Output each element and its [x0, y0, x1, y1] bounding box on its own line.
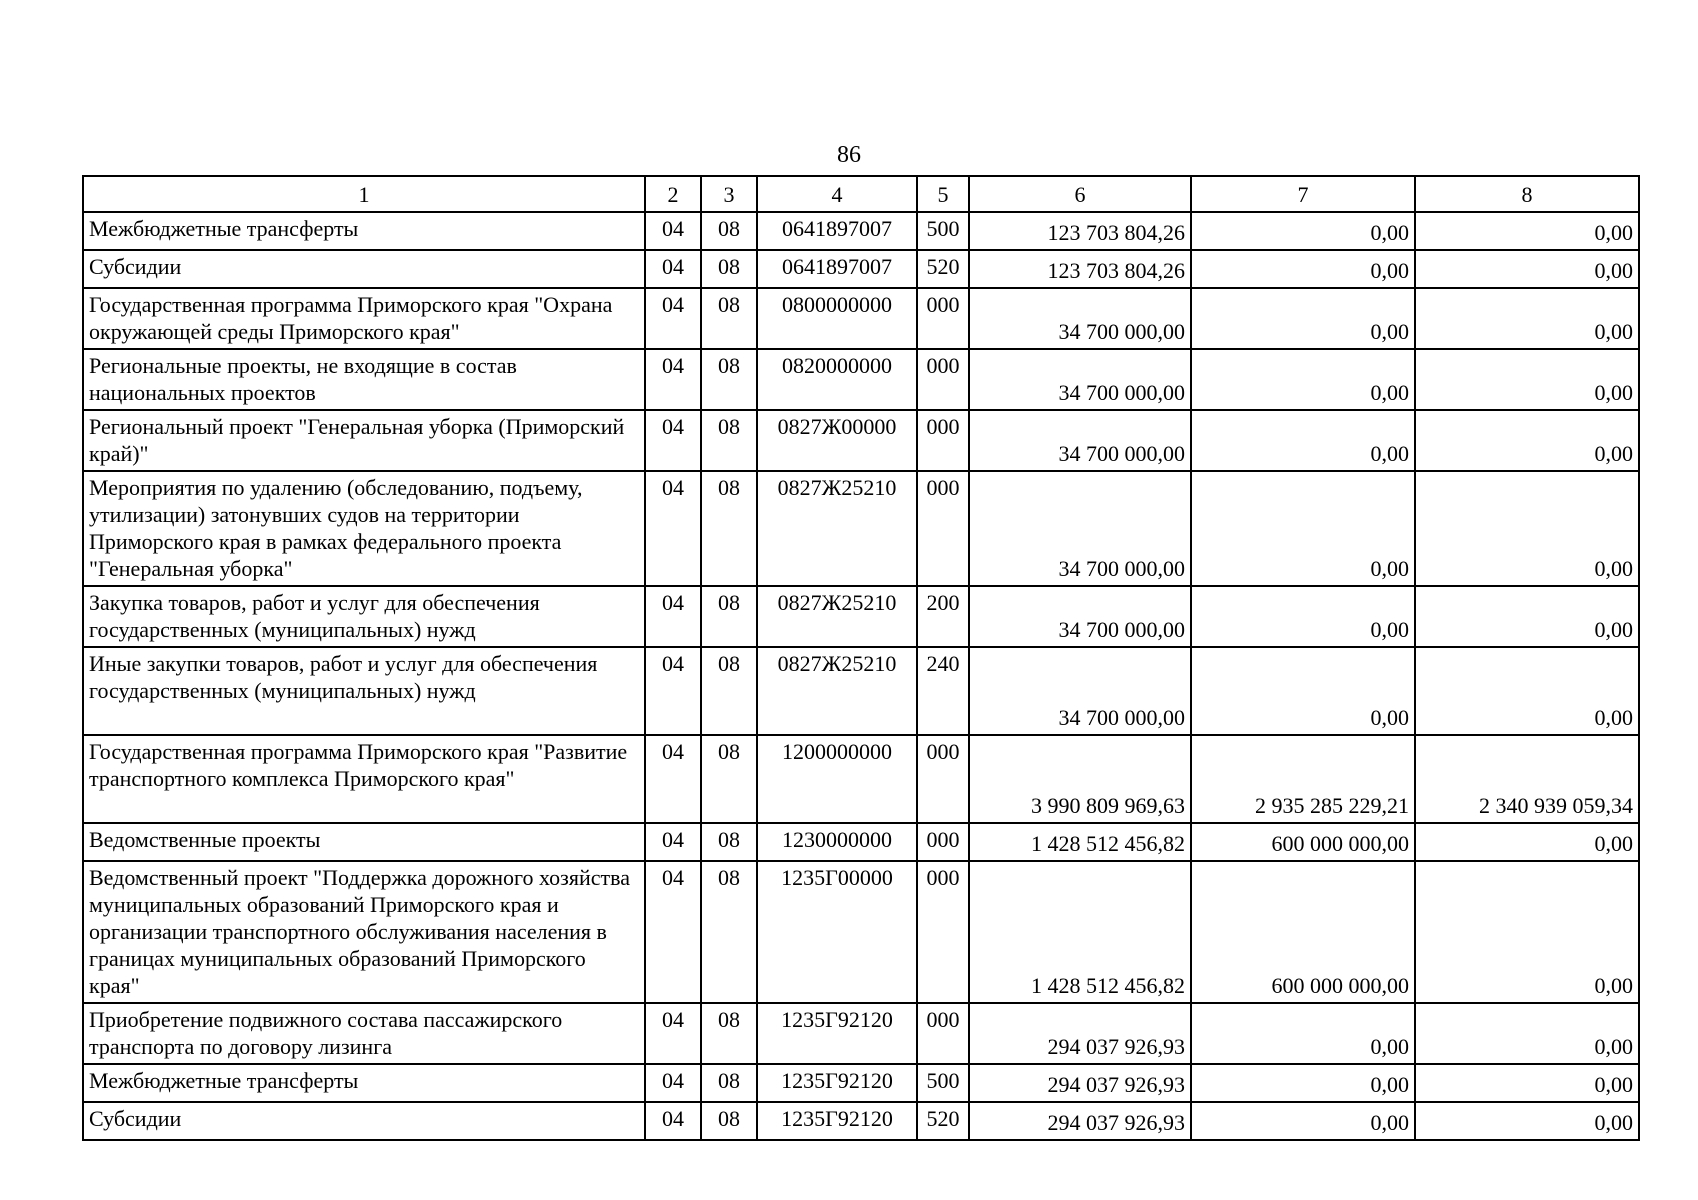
- page-number: 86: [837, 142, 861, 168]
- target-article-code: 0800000000: [757, 288, 917, 349]
- target-article-code: 0641897007: [757, 250, 917, 288]
- amount-col6: 123 703 804,26: [969, 250, 1191, 288]
- column-header: 7: [1191, 176, 1415, 212]
- amount-col6: 294 037 926,93: [969, 1003, 1191, 1064]
- table-row: [83, 861, 1639, 1003]
- expense-type-code: 000: [917, 735, 969, 823]
- row-name: Региональный проект "Генеральная уборка (Приморский край)": [83, 410, 645, 471]
- expense-type-code: 200: [917, 586, 969, 647]
- amount-col8: 0,00: [1415, 349, 1639, 410]
- amount-col6: 34 700 000,00: [969, 349, 1191, 410]
- amount-col6: 34 700 000,00: [969, 410, 1191, 471]
- row-name: Закупка товаров, работ и услуг для обеспечения государственных (муниципальных) нужд: [83, 586, 645, 647]
- table-row: [83, 1064, 1639, 1102]
- section-code: 04: [645, 735, 701, 823]
- table-row: [83, 1102, 1639, 1140]
- amount-col7: 2 935 285 229,21: [1191, 735, 1415, 823]
- subsection-code: 08: [701, 410, 757, 471]
- amount-col8: 0,00: [1415, 1064, 1639, 1102]
- amount-col6: 34 700 000,00: [969, 647, 1191, 735]
- amount-col8: 0,00: [1415, 410, 1639, 471]
- target-article-code: 0827Ж25210: [757, 471, 917, 586]
- amount-col6: 3 990 809 969,63: [969, 735, 1191, 823]
- amount-col8: 0,00: [1415, 288, 1639, 349]
- target-article-code: 0827Ж00000: [757, 410, 917, 471]
- amount-col7: 0,00: [1191, 288, 1415, 349]
- row-name: Межбюджетные трансферты: [83, 1064, 645, 1102]
- section-code: 04: [645, 1003, 701, 1064]
- table-row: [83, 349, 1639, 410]
- amount-col7: 0,00: [1191, 250, 1415, 288]
- amount-col8: 0,00: [1415, 212, 1639, 250]
- expense-type-code: 240: [917, 647, 969, 735]
- subsection-code: 08: [701, 1102, 757, 1140]
- subsection-code: 08: [701, 647, 757, 735]
- table-row: [83, 288, 1639, 349]
- table-row: [83, 823, 1639, 861]
- subsection-code: 08: [701, 212, 757, 250]
- subsection-code: 08: [701, 250, 757, 288]
- section-code: 04: [645, 250, 701, 288]
- expense-type-code: 520: [917, 1102, 969, 1140]
- amount-col8: 0,00: [1415, 823, 1639, 861]
- row-name: Приобретение подвижного состава пассажирского транспорта по договору лизинга: [83, 1003, 645, 1064]
- row-name: Мероприятия по удалению (обследованию, подъему, утилизации) затонувших судов на территории Приморского края в рамках федерального проекта "Генеральная уборка": [83, 471, 645, 586]
- amount-col6: 123 703 804,26: [969, 212, 1191, 250]
- row-name: Ведомственный проект "Поддержка дорожного хозяйства муниципальных образований Приморского края и организации транспортного обслуживания населения в границах муниципальных образований Приморского края": [83, 861, 645, 1003]
- table-row: [83, 1003, 1639, 1064]
- column-header: 3: [701, 176, 757, 212]
- section-code: 04: [645, 861, 701, 1003]
- subsection-code: 08: [701, 349, 757, 410]
- table-row: [83, 586, 1639, 647]
- section-code: 04: [645, 823, 701, 861]
- amount-col7: 0,00: [1191, 586, 1415, 647]
- section-code: 04: [645, 1102, 701, 1140]
- amount-col7: 0,00: [1191, 212, 1415, 250]
- subsection-code: 08: [701, 288, 757, 349]
- subsection-code: 08: [701, 823, 757, 861]
- header-row: [83, 176, 1639, 212]
- target-article-code: 1235Г92120: [757, 1102, 917, 1140]
- amount-col6: 34 700 000,00: [969, 586, 1191, 647]
- amount-col6: 1 428 512 456,82: [969, 861, 1191, 1003]
- section-code: 04: [645, 212, 701, 250]
- table-row: [83, 410, 1639, 471]
- row-name: Государственная программа Приморского края "Развитие транспортного комплекса Приморского края": [83, 735, 645, 823]
- amount-col6: 294 037 926,93: [969, 1102, 1191, 1140]
- section-code: 04: [645, 1064, 701, 1102]
- section-code: 04: [645, 471, 701, 586]
- amount-col7: 0,00: [1191, 471, 1415, 586]
- row-name: Субсидии: [83, 1102, 645, 1140]
- amount-col7: 600 000 000,00: [1191, 823, 1415, 861]
- section-code: 04: [645, 288, 701, 349]
- amount-col8: 0,00: [1415, 1003, 1639, 1064]
- amount-col7: 0,00: [1191, 1003, 1415, 1064]
- expense-type-code: 000: [917, 349, 969, 410]
- column-header: 4: [757, 176, 917, 212]
- budget-table: [82, 175, 1640, 1141]
- expense-type-code: 500: [917, 212, 969, 250]
- table-row: [83, 735, 1639, 823]
- subsection-code: 08: [701, 735, 757, 823]
- subsection-code: 08: [701, 1003, 757, 1064]
- subsection-code: 08: [701, 1064, 757, 1102]
- column-header: 2: [645, 176, 701, 212]
- amount-col6: 1 428 512 456,82: [969, 823, 1191, 861]
- amount-col6: 294 037 926,93: [969, 1064, 1191, 1102]
- target-article-code: 0827Ж25210: [757, 647, 917, 735]
- amount-col7: 0,00: [1191, 410, 1415, 471]
- column-header: 8: [1415, 176, 1639, 212]
- amount-col8: 0,00: [1415, 861, 1639, 1003]
- row-name: Государственная программа Приморского края "Охрана окружающей среды Приморского края": [83, 288, 645, 349]
- amount-col7: 0,00: [1191, 1064, 1415, 1102]
- target-article-code: 0820000000: [757, 349, 917, 410]
- amount-col8: 0,00: [1415, 471, 1639, 586]
- column-header: 5: [917, 176, 969, 212]
- amount-col8: 0,00: [1415, 647, 1639, 735]
- row-name: Субсидии: [83, 250, 645, 288]
- subsection-code: 08: [701, 586, 757, 647]
- expense-type-code: 500: [917, 1064, 969, 1102]
- amount-col8: 0,00: [1415, 586, 1639, 647]
- expense-type-code: 000: [917, 288, 969, 349]
- table-row: [83, 250, 1639, 288]
- table-row: [83, 471, 1639, 586]
- section-code: 04: [645, 586, 701, 647]
- column-header: 1: [83, 176, 645, 212]
- target-article-code: 0827Ж25210: [757, 586, 917, 647]
- amount-col8: 0,00: [1415, 1102, 1639, 1140]
- expense-type-code: 000: [917, 861, 969, 1003]
- target-article-code: 1235Г00000: [757, 861, 917, 1003]
- row-name: Межбюджетные трансферты: [83, 212, 645, 250]
- target-article-code: 1200000000: [757, 735, 917, 823]
- column-header: 6: [969, 176, 1191, 212]
- amount-col8: 0,00: [1415, 250, 1639, 288]
- section-code: 04: [645, 349, 701, 410]
- table-row: [83, 212, 1639, 250]
- expense-type-code: 000: [917, 1003, 969, 1064]
- target-article-code: 1235Г92120: [757, 1064, 917, 1102]
- subsection-code: 08: [701, 861, 757, 1003]
- amount-col8: 2 340 939 059,34: [1415, 735, 1639, 823]
- expense-type-code: 000: [917, 471, 969, 586]
- expense-type-code: 000: [917, 823, 969, 861]
- amount-col7: 600 000 000,00: [1191, 861, 1415, 1003]
- table-row: [83, 647, 1639, 735]
- amount-col6: 34 700 000,00: [969, 288, 1191, 349]
- row-name: Ведомственные проекты: [83, 823, 645, 861]
- amount-col7: 0,00: [1191, 647, 1415, 735]
- row-name: Иные закупки товаров, работ и услуг для обеспечения государственных (муниципальных) нужд: [83, 647, 645, 735]
- expense-type-code: 000: [917, 410, 969, 471]
- expense-type-code: 520: [917, 250, 969, 288]
- target-article-code: 0641897007: [757, 212, 917, 250]
- amount-col7: 0,00: [1191, 1102, 1415, 1140]
- section-code: 04: [645, 647, 701, 735]
- target-article-code: 1235Г92120: [757, 1003, 917, 1064]
- amount-col6: 34 700 000,00: [969, 471, 1191, 586]
- target-article-code: 1230000000: [757, 823, 917, 861]
- subsection-code: 08: [701, 471, 757, 586]
- amount-col7: 0,00: [1191, 349, 1415, 410]
- row-name: Региональные проекты, не входящие в состав национальных проектов: [83, 349, 645, 410]
- section-code: 04: [645, 410, 701, 471]
